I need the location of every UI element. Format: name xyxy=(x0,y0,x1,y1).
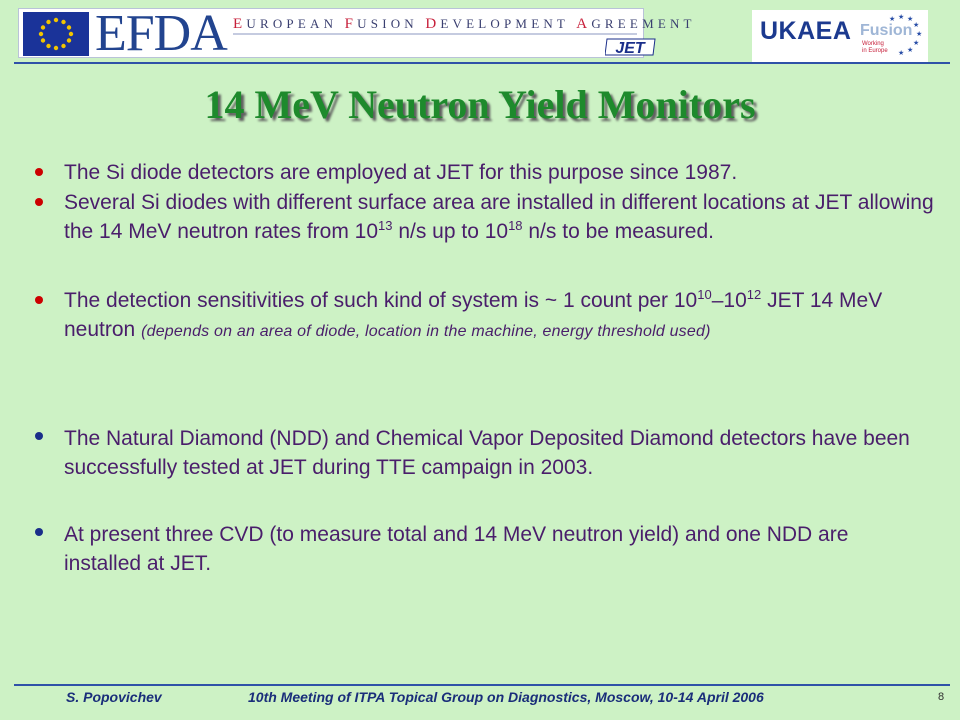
svg-text:★: ★ xyxy=(907,46,914,54)
bullet-text: At present three CVD (to measure total and 14 MeV neutron yield) and one NDD are installed at JET. xyxy=(64,523,849,575)
ukaea-fusion-text: Fusion xyxy=(860,22,913,39)
bullet-marker xyxy=(35,528,43,536)
svg-text:★: ★ xyxy=(889,15,896,23)
bullet-marker xyxy=(35,168,43,176)
bullet-text: Several Si diodes with different surface area are installed in different locations at JET allowing the 14 MeV neutron rates from $10^{13}$ n/s up to $10^{18}$ n/s to be measured. xyxy=(64,191,934,243)
svg-text:★: ★ xyxy=(913,39,920,47)
page-number: 8 xyxy=(938,691,945,703)
footer-divider xyxy=(14,684,950,686)
ukaea-logo-text: UKAEA xyxy=(760,17,852,45)
efda-logo-text: EFDA xyxy=(95,5,227,62)
slide-title: 14 MeV Neutron Yield Monitors xyxy=(204,82,756,127)
svg-text:★: ★ xyxy=(898,13,905,21)
efda-tagline: EUROPEAN FUSION DEVELOPMENT AGREEMENT xyxy=(233,16,696,32)
jet-logo-text: JET xyxy=(615,40,645,57)
bullet-text: The Natural Diamond (NDD) and Chemical Vapor Deposited Diamond detectors have been successfully tested at JET during TTE campaign in 2003. xyxy=(64,427,910,479)
footer-meeting: 10th Meeting of ITPA Topical Group on Diagnostics, Moscow, 10-14 April 2006 xyxy=(248,689,764,705)
bullet-text: The Si diode detectors are employed at JET for this purpose since 1987. xyxy=(64,161,738,184)
bullet-marker xyxy=(35,198,43,206)
svg-text:★: ★ xyxy=(916,30,923,38)
bullet-note: (depends on an area of diode, location in the machine, energy threshold used) xyxy=(141,323,711,340)
ukaea-small-text: Working in Europe xyxy=(862,41,888,54)
svg-text:★: ★ xyxy=(913,21,920,29)
svg-text:★: ★ xyxy=(898,49,905,57)
bullet-marker xyxy=(35,296,43,304)
bullet-marker xyxy=(35,432,43,440)
footer-author: S. Popovichev xyxy=(66,689,162,705)
svg-text:★: ★ xyxy=(907,15,914,23)
bullet-text: The detection sensitivities of such kind of system is ~ 1 count per $10^{10}-10^{12}$ JET 14 MeV neutron (depends on an area of diode, location in the machine, energy threshold used) xyxy=(64,287,883,341)
